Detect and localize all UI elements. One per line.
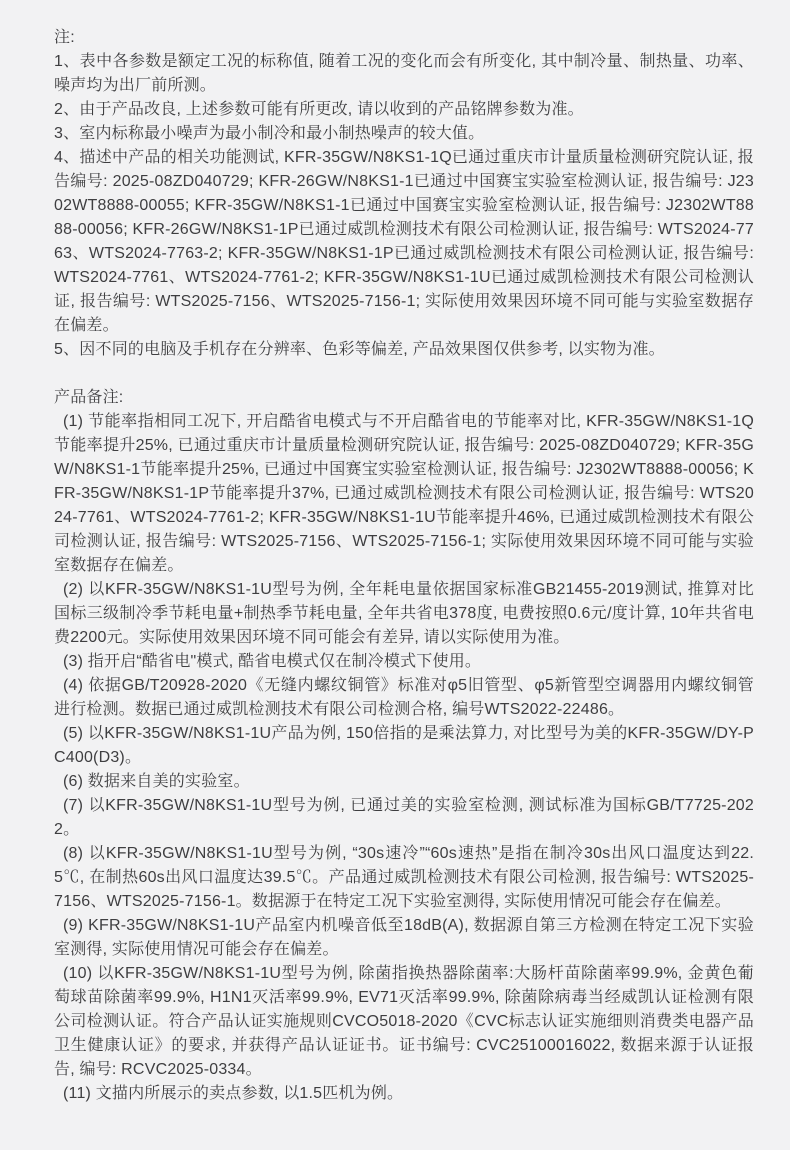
remark-item-5: (5) 以KFR-35GW/N8KS1-1U产品为例, 150倍指的是乘法算力, 对比型号为美的KFR-35GW/DY-PC400(D3)。: [54, 725, 754, 766]
remark-item-7: (7) 以KFR-35GW/N8KS1-1U型号为例, 已通过美的实验室检测, 测试标准为国标GB/T7725-2022。: [54, 797, 754, 838]
remarks-section-title: 产品备注:: [54, 389, 124, 406]
remark-item-6: (6) 数据来自美的实验室。: [63, 773, 250, 790]
remark-item-1: (1) 节能率指相同工况下, 开启酷省电模式与不开启酷省电的节能率对比, KFR-35GW/N8KS1-1Q节能率提升25%, 已通过重庆市计量质量检测研究院认证, 报告编号: 2025-08ZD040729; KFR-35GW/N8KS1-1节能率提升25%, 已通过中国赛宝实验室检测认证, 报告编号: J2302WT8888-00056; KFR-35GW/N8KS1-1P节能率提升37%, 已通过威凯检测技术有限公司检测认证, 报告编号: WTS2024-7761、WTS2024-7761-2; KFR-35GW/N8KS1-1U节能率提升46%, 已通过威凯检测技术有限公司检测认证, 报告编号: WTS2025-7156、WTS2025-7156-1; 实际使用效果因环境不同可能与实验室数据存在偏差。: [54, 413, 754, 574]
note-item-1: 1、表中各参数是额定工况的标称值, 随着工况的变化而会有所变化, 其中制冷量、制热量、功率、噪声均为出厂前所测。: [54, 53, 754, 94]
note-item-3: 3、室内标称最小噪声为最小制冷和最小制热噪声的较大值。: [54, 125, 485, 142]
remark-item-11: (11) 文描内所展示的卖点参数, 以1.5匹机为例。: [63, 1085, 404, 1102]
remark-item-3: (3) 指开启“酷省电"模式, 酷省电模式仅在制冷模式下使用。: [63, 653, 482, 670]
remark-item-4: (4) 依据GB/T20928-2020《无缝内螺纹铜管》标准对φ5旧管型、φ5新管型空调器用内螺纹铜管进行检测。数据已通过威凯检测技术有限公司检测合格, 编号WTS2022-22486。: [54, 677, 754, 718]
note-item-5: 5、因不同的电脑及手机存在分辨率、色彩等偏差, 产品效果图仅供参考, 以实物为准。: [54, 341, 665, 358]
remark-item-9: (9) KFR-35GW/N8KS1-1U产品室内机噪音低至18dB(A), 数据源自第三方检测在特定工况下实验室测得, 实际使用情况可能会存在偏差。: [54, 917, 754, 958]
remark-item-10: (10) 以KFR-35GW/N8KS1-1U型号为例, 除菌指换热器除菌率:大肠杆苗除菌率99.9%, 金黄色葡萄球苗除菌率99.9%, H1N1灭活率99.9%, EV71灭活率99.9%, 除菌除病毒当经威凯认证检测有限公司检测认证。符合产品认证实施规则CVCO5018-2020《CVC标志认证实施细则消费类电器产品卫生健康认证》的要求, 并获得产品认证证书。证书编号: CVC25100016022, 数据来源于认证报告, 编号: RCVC2025-0334。: [54, 965, 754, 1078]
note-item-2: 2、由于产品改良, 上述参数可能有所更改, 请以收到的产品铭牌参数为准。: [54, 101, 584, 118]
note-item-4: 4、描述中产品的相关功能测试, KFR-35GW/N8KS1-1Q已通过重庆市计量质量检测研究院认证, 报告编号: 2025-08ZD040729; KFR-26GW/N8KS1-1已通过中国赛宝实验室检测认证, 报告编号: J2302WT8888-00055; KFR-35GW/N8KS1-1已通过中国赛宝实验室检测认证, 报告编号: J2302WT8888-00056; KFR-26GW/N8KS1-1P已通过威凯检测技术有限公司检测认证, 报告编号: WTS2024-7763、WTS2024-7763-2; KFR-35GW/N8KS1-1P已通过威凯检测技术有限公司检测认证, 报告编号: WTS2024-7761、WTS2024-7761-2; KFR-35GW/N8KS1-1U已通过威凯检测技术有限公司检测认证, 报告编号: WTS2025-7156、WTS2025-7156-1; 实际使用效果因环境不同可能与实验室数据存在偏差。: [54, 149, 754, 334]
notes-section: [54, 26, 754, 362]
remark-item-8: (8) 以KFR-35GW/N8KS1-1U型号为例, “30s速冷”“60s速热”是指在制冷30s出风口温度达到22.5℃, 在制热60s出风口温度达39.5℃。产品通过威凯检测技术有限公司检测, 报告编号: WTS2025-7156、WTS2025-7156-1。数据源于在特定工况下实验室测得, 实际使用情况可能会存在偏差。: [54, 845, 754, 910]
notes-section-title: 注:: [54, 29, 75, 46]
product-remarks-section: [54, 386, 754, 1106]
remark-item-2: (2) 以KFR-35GW/N8KS1-1U型号为例, 全年耗电量依据国家标准GB21455-2019测试, 推算对比国标三级制冷季节耗电量+制热季节耗电量, 全年共省电378度, 电费按照0.6元/度计算, 10年共省电费2200元。实际使用效果因环境不同可能会有差异, 请以实际使用为准。: [54, 581, 754, 646]
